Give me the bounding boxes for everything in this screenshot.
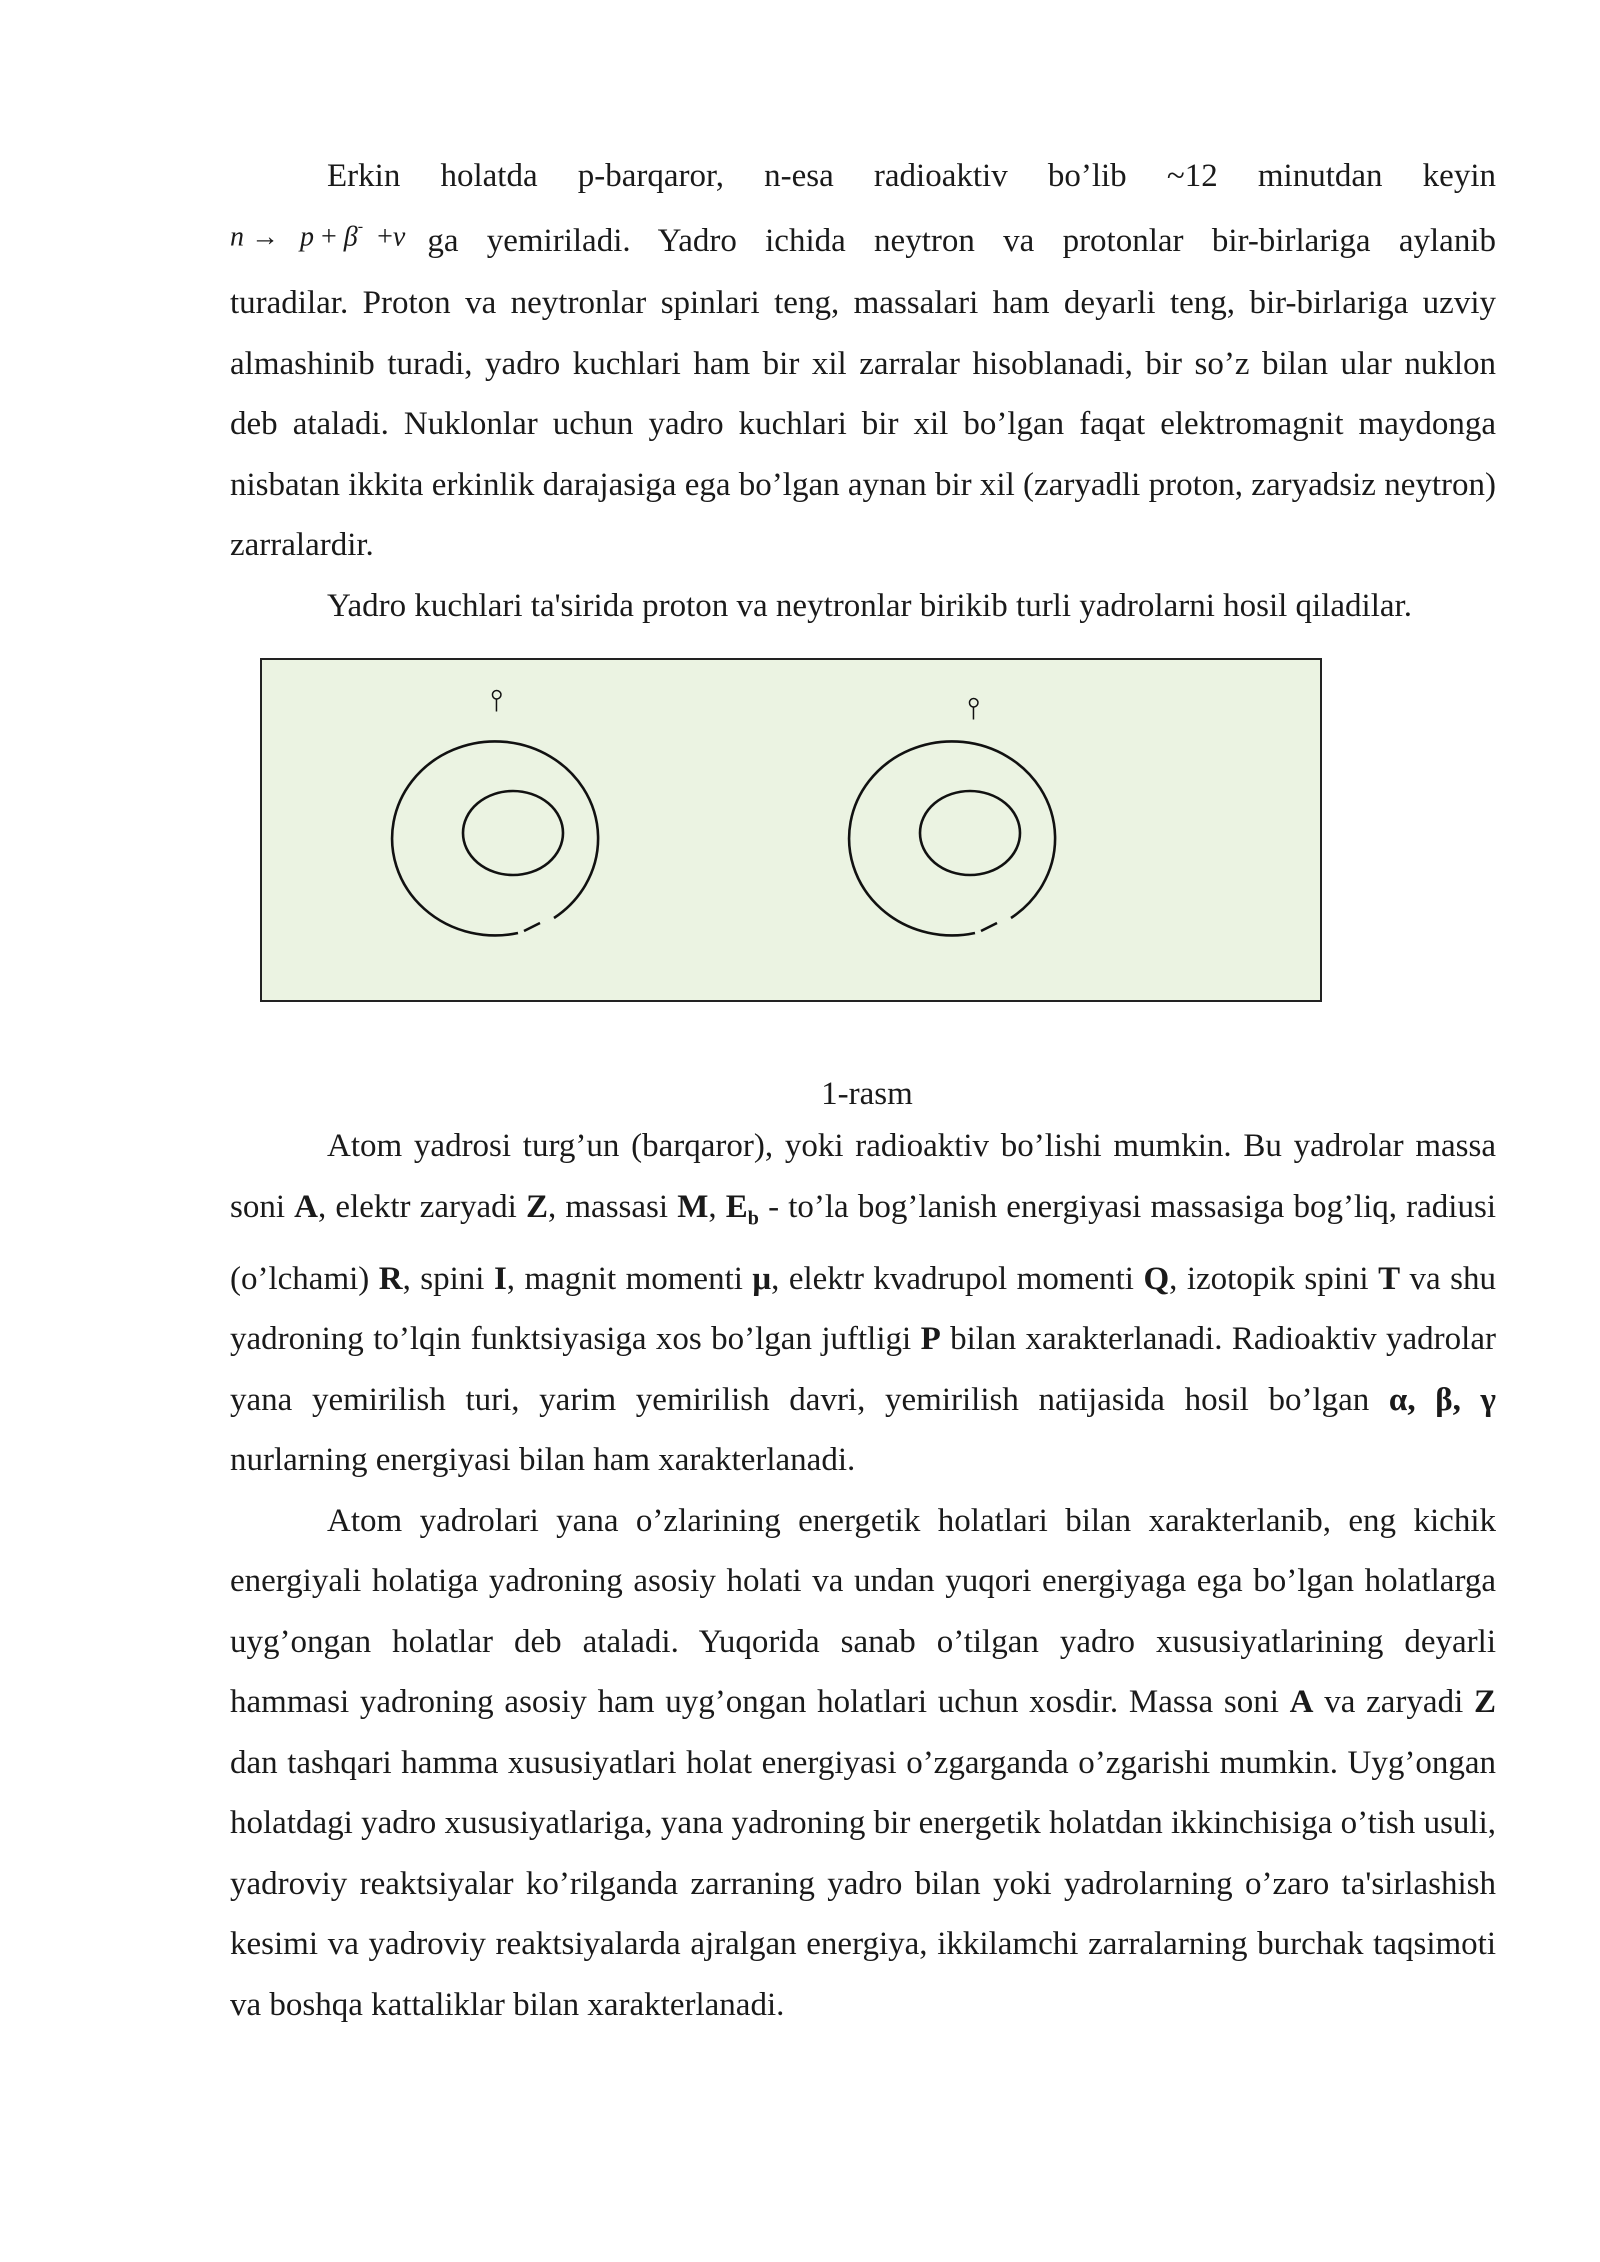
left-inner-ring (463, 791, 563, 875)
paragraph-1-line-2-text: ga yemiriladi. Yadro ichida neytron va protonlar bir-birlariga aylanib (427, 222, 1496, 259)
paragraph-2: Yadro kuchlari ta'sirida proton va neytronlar birikib turli yadrolarni hosil qiladilar. (327, 587, 1412, 624)
nucleon-diagram (262, 660, 1324, 1004)
right-ring-gap-tail (981, 923, 997, 931)
left-spin-mark: ⫯ (490, 683, 504, 719)
left-ring-gap-tail (524, 923, 540, 931)
paragraph-1-line-1 (230, 146, 1496, 207)
paragraph-1-line-1-text: Erkin holatda p-barqaror, n-esa radioaktiv bo’lib ~12 minutdan keyin (327, 158, 1496, 194)
left-outer-ring (392, 742, 598, 936)
nucleon-figure (260, 658, 1322, 1002)
left-nucleon (392, 683, 598, 935)
paragraph-1-remainder: turadilar. Proton va neytronlar spinlari teng, massalari ham deyarli teng, bir-birlariga uzviy almashinib turadi, yadro kuchlari ham bir xil zarralar hisoblanadi, bir so’z bilan ular nuklon deb ataladi. Nuklonlar uchun yadro kuchlari bir xil bo’lgan faqat elektromagnit maydonga nisbatan ikkita erkinlik darajasiga ega bo’lgan aynan bir xil (zaryadli proton, zaryadsiz neytron) zarralardir. (230, 285, 1496, 564)
neutron-decay-formula: n → p + β- +ν (230, 217, 406, 252)
right-inner-ring (920, 791, 1020, 875)
right-nucleon (849, 691, 1055, 935)
paragraph-3: Atom yadrosi turg’un (barqaror), yoki radioaktiv bo’lishi mumkin. Bu yadrolar massa soni A, elektr zaryadi Z, massasi M, $E_b$ - to’la bog’lanish energiyasi massasiga bog’liq, radiusi (o’lchami) R, spini I, magnit momenti μ, elektr kvadrupol momenti Q, izotopik spini T va shu yadroning to’lqin funktsiyasiga xos bo’lgan juftligi P bilan xarakterlanadi. Radioaktiv yadrolar yana yemirilish turi, yarim yemirilish davri, yemirilish natijasida hosil bo’lgan α, β, γ nurlarning energiyasi bilan ham xarakterlanadi. (230, 1128, 1496, 1479)
figure-caption: 1-rasm (821, 1076, 913, 1113)
paragraph-4: Atom yadrolari yana o’zlarining energetik holatlari bilan xarakterlanib, eng kichik energiyali holatiga yadroning asosiy holati va undan yuqori energiyaga ega bo’lgan holatlarga uyg’ongan holatlar deb ataladi. Yuqorida sanab o’tilgan yadro xususiyatlarining deyarli hammasi yadroning asosiy ham uyg’ongan holatlari uchun xosdir. Massa soni A va zaryadi Z dan tashqari hamma xususiyatlari holat energiyasi o’zgarganda o’zgarishi mumkin. Uyg’ongan holatdagi yadro xususiyatlariga, yana yadroning bir energetik holatdan ikkinchisiga o’tish usuli, yadroviy reaktsiyalar ko’rilganda zarraning yadro bilan yoki yadrolarning o’zaro ta'sirlashish kesimi va yadroviy reaktsiyalarda ajralgan energiya, ikkilamchi zarralarning burchak taqsimoti va boshqa kattaliklar bilan xarakterlanadi. (230, 1502, 1496, 2023)
paragraph-1-line-2 (230, 207, 1496, 274)
document-page (230, 146, 1496, 2035)
right-outer-ring (849, 742, 1055, 936)
right-spin-mark: ⫯ (967, 691, 981, 727)
